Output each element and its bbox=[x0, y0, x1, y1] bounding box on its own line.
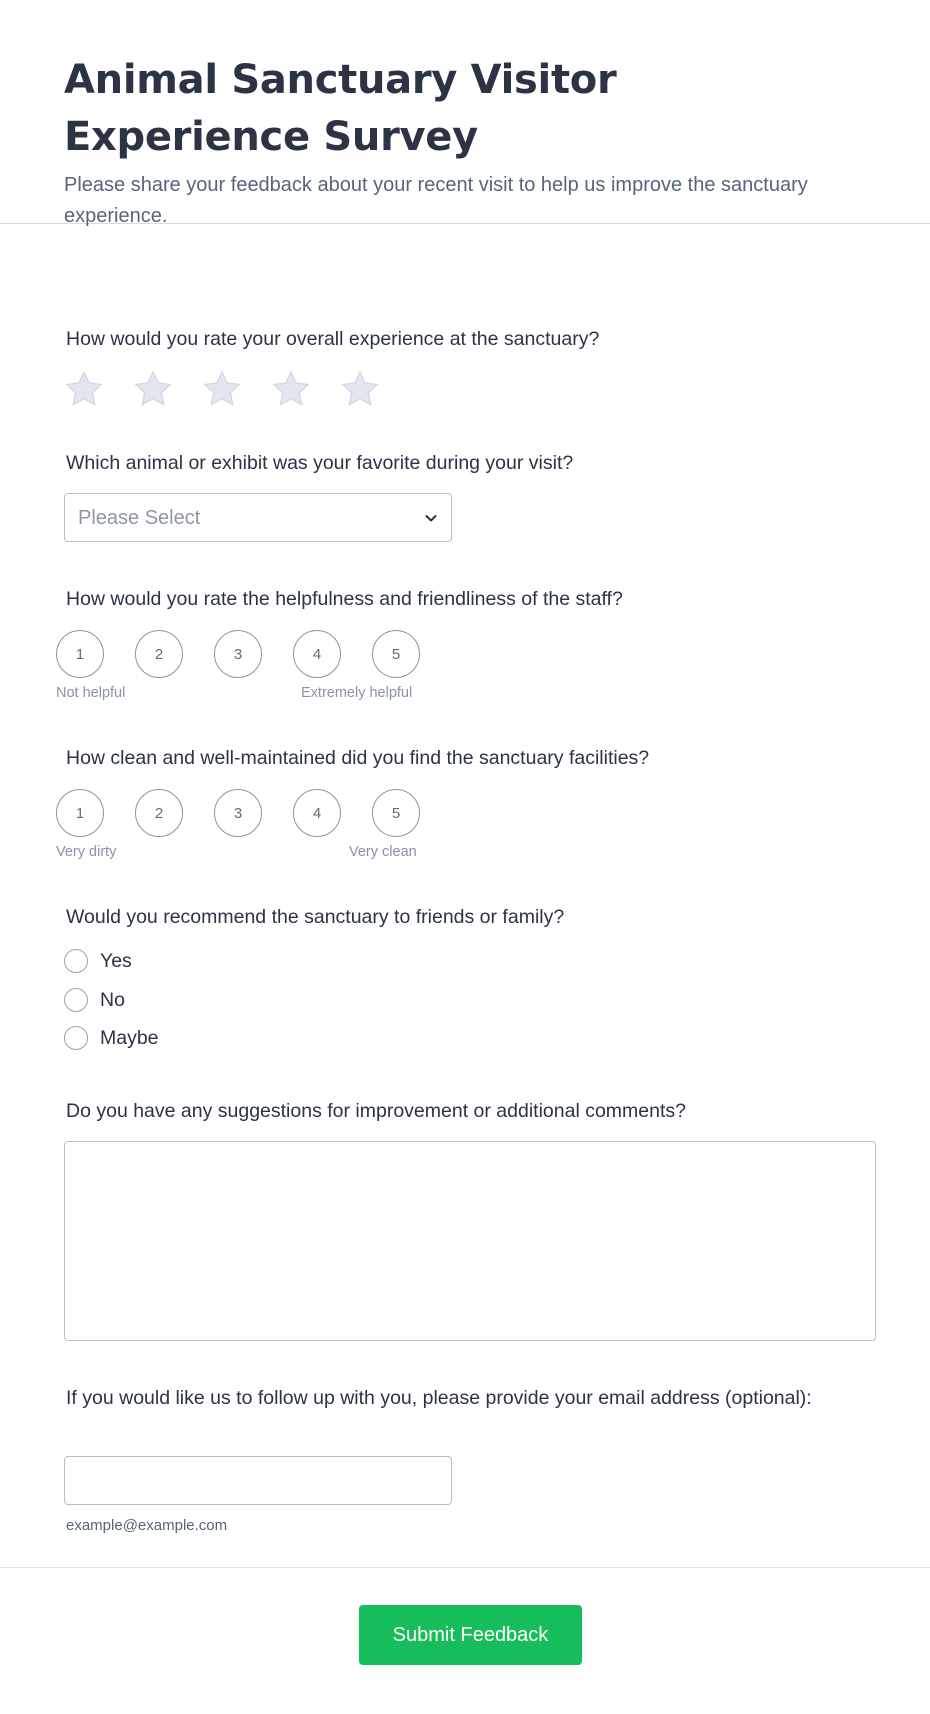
scale-high-label: Extremely helpful bbox=[301, 685, 413, 701]
radio-circle[interactable] bbox=[64, 988, 88, 1012]
star-rating bbox=[64, 369, 409, 409]
email-input[interactable] bbox=[64, 1456, 452, 1505]
scale-low-label: Not helpful bbox=[56, 685, 126, 701]
cleanliness-scale bbox=[56, 789, 451, 837]
scale-low-label: Very dirty bbox=[56, 844, 117, 860]
footer-divider bbox=[0, 1567, 930, 1568]
star-4-icon[interactable] bbox=[271, 369, 311, 409]
scale-option-5[interactable]: 5 bbox=[372, 789, 420, 837]
scale-option-1[interactable]: 1 bbox=[56, 630, 104, 678]
question-staff-helpfulness: How would you rate the helpfulness and friendliness of the staff? bbox=[66, 588, 623, 610]
email-hint: example@example.com bbox=[66, 1517, 228, 1534]
question-favorite-animal: Which animal or exhibit was your favorite during your visit? bbox=[66, 452, 574, 474]
page-subtitle: Please share your feedback about your recent visit to help us improve the sanctuary experience. bbox=[64, 174, 808, 227]
star-1-icon[interactable] bbox=[64, 369, 104, 409]
page-title: Animal Sanctuary Visitor Experience Survey bbox=[64, 57, 617, 160]
scale-option-1[interactable]: 1 bbox=[56, 789, 104, 837]
suggestions-textarea[interactable] bbox=[64, 1141, 876, 1341]
scale-high-label: Very clean bbox=[349, 844, 417, 860]
scale-option-2[interactable]: 2 bbox=[135, 630, 183, 678]
scale-option-5[interactable]: 5 bbox=[372, 630, 420, 678]
radio-option-yes[interactable] bbox=[64, 949, 132, 973]
radio-option-maybe[interactable] bbox=[64, 1026, 159, 1050]
select-placeholder: Please Select bbox=[78, 507, 201, 529]
radio-option-no[interactable] bbox=[64, 988, 125, 1012]
question-email: If you would like us to follow up with you, please provide your email address (optional): bbox=[66, 1387, 812, 1409]
radio-circle[interactable] bbox=[64, 1026, 88, 1050]
question-recommend: Would you recommend the sanctuary to friends or family? bbox=[66, 906, 565, 928]
staff-helpfulness-scale bbox=[56, 630, 451, 678]
scale-option-3[interactable]: 3 bbox=[214, 630, 262, 678]
form-header bbox=[0, 0, 930, 227]
star-3-icon[interactable] bbox=[202, 369, 242, 409]
radio-label: No bbox=[100, 988, 125, 1011]
chevron-down-icon bbox=[423, 510, 439, 526]
question-suggestions: Do you have any suggestions for improvement or additional comments? bbox=[66, 1100, 686, 1122]
star-2-icon[interactable] bbox=[133, 369, 173, 409]
submit-button[interactable]: Submit Feedback bbox=[359, 1605, 582, 1665]
scale-option-2[interactable]: 2 bbox=[135, 789, 183, 837]
scale-option-4[interactable]: 4 bbox=[293, 789, 341, 837]
question-facility-cleanliness: How clean and well-maintained did you find the sanctuary facilities? bbox=[66, 747, 650, 769]
star-5-icon[interactable] bbox=[340, 369, 380, 409]
scale-option-4[interactable]: 4 bbox=[293, 630, 341, 678]
question-overall-experience: How would you rate your overall experience at the sanctuary? bbox=[66, 328, 600, 350]
favorite-animal-select[interactable] bbox=[64, 493, 452, 542]
radio-circle[interactable] bbox=[64, 949, 88, 973]
scale-option-3[interactable]: 3 bbox=[214, 789, 262, 837]
radio-label: Maybe bbox=[100, 1026, 159, 1049]
radio-label: Yes bbox=[100, 949, 132, 972]
